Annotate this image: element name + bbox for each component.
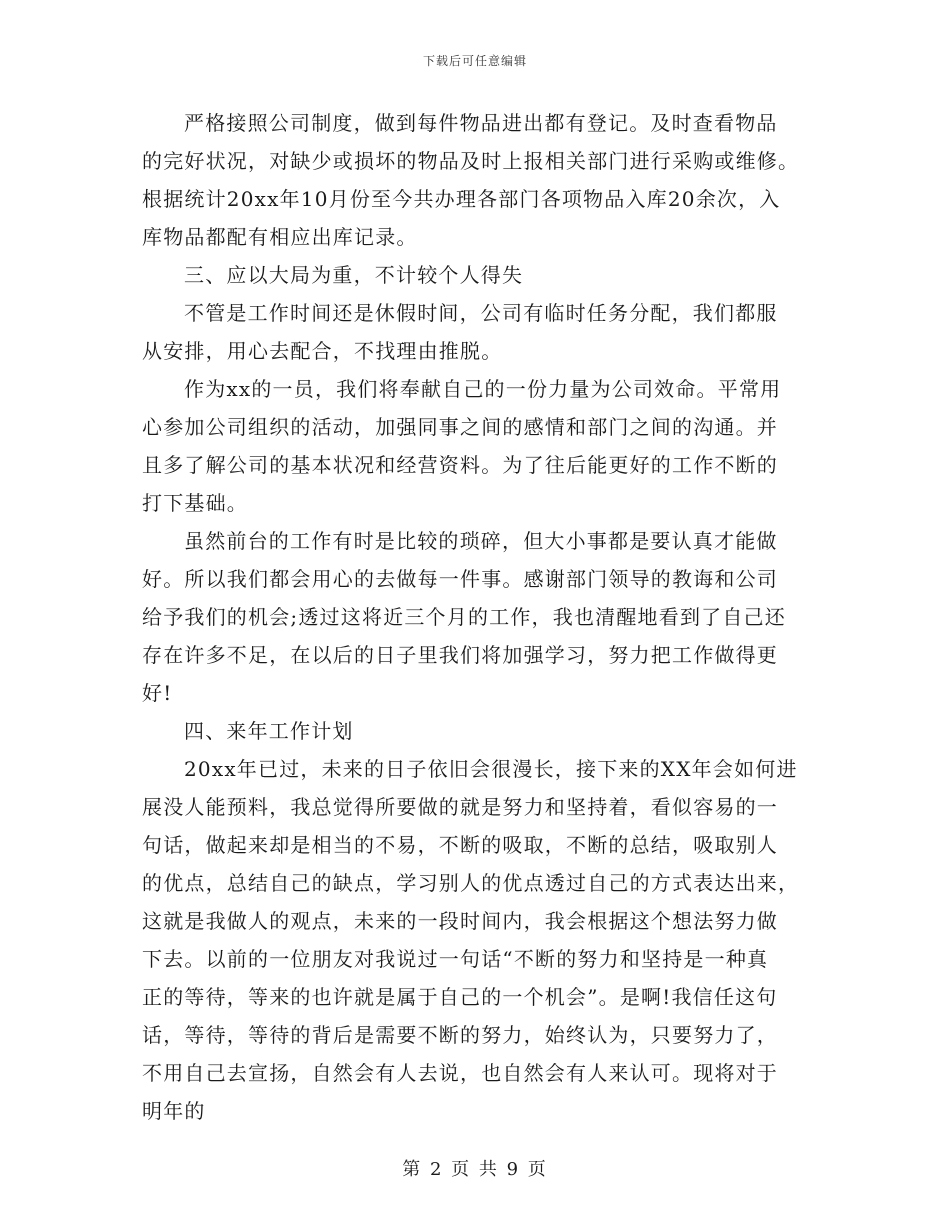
- text-line: 从安排，用心去配合，不找理由推脱。: [142, 339, 503, 363]
- page-header: 下载后可任意编辑: [422, 54, 527, 68]
- text-line: 好。所以我们都会用心的去做每一件事。感谢部门领导的教诲和公司: [142, 567, 778, 591]
- text-line: 给予我们的机会;透过这将近三个月的工作，我也清醒地看到了自己还: [142, 605, 786, 629]
- text-line: 话，等待，等待的背后是需要不断的努力，始终认为，只要努力了，: [142, 1023, 778, 1047]
- text-line: 明年的: [142, 1099, 206, 1123]
- page-number-footer: 第 2 页 共 9 页: [402, 1159, 548, 1180]
- text-line: 虽然前台的工作有时是比较的琐碎，但大小事都是要认真才能做: [184, 529, 778, 553]
- text-line: 作为xx的一员，我们将奉献自己的一份力量为公司效命。平常用: [184, 377, 782, 401]
- text-line: 且多了解公司的基本状况和经营资料。为了往后能更好的工作不断的: [142, 453, 778, 477]
- text-line: 存在许多不足，在以后的日子里我们将加强学习，努力把工作做得更: [142, 643, 778, 667]
- text-line: 的优点，总结自己的缺点，学习别人的优点透过自己的方式表达出来，: [142, 871, 800, 895]
- text-line: 库物品都配有相应出库记录。: [142, 225, 418, 249]
- section-heading: 三、应以大局为重，不计较个人得失: [184, 263, 524, 287]
- text-line: 下去。以前的一位朋友对我说过一句话“不断的努力和坚持是一种真: [142, 947, 769, 971]
- text-line: 好!: [142, 681, 173, 705]
- text-line: 20xx年已过，未来的日子依旧会很漫长，接下来的XX年会如何进: [184, 757, 798, 781]
- text-line: 根据统计20xx年10月份至今共办理各部门各项物品入库20余次，入: [142, 187, 781, 211]
- text-line: 句话，做起来却是相当的不易，不断的吸取，不断的总结，吸取别人: [142, 833, 778, 857]
- document-body: [142, 104, 812, 1130]
- section-heading: 四、来年工作计划: [184, 719, 354, 743]
- text-line: 这就是我做人的观点，未来的一段时间内，我会根据这个想法努力做: [142, 909, 778, 933]
- text-line: 打下基础。: [142, 491, 248, 515]
- text-line: 不管是工作时间还是休假时间，公司有临时任务分配，我们都服: [184, 301, 778, 325]
- text-line: 严格接照公司制度，做到每件物品进出都有登记。及时查看物品: [184, 111, 778, 135]
- text-line: 不用自己去宣扬，自然会有人去说，也自然会有人来认可。现将对于: [142, 1061, 778, 1085]
- text-line: 心参加公司组织的活动，加强同事之间的感情和部门之间的沟通。并: [142, 415, 778, 439]
- text-line: 的完好状况，对缺少或损坏的物品及时上报相关部门进行采购或维修。: [142, 149, 800, 173]
- text-line: 正的等待，等来的也许就是属于自己的一个机会”。是啊!我信任这句: [142, 985, 778, 1009]
- text-line: 展没人能预料，我总觉得所要做的就是努力和坚持着，看似容易的一: [142, 795, 778, 819]
